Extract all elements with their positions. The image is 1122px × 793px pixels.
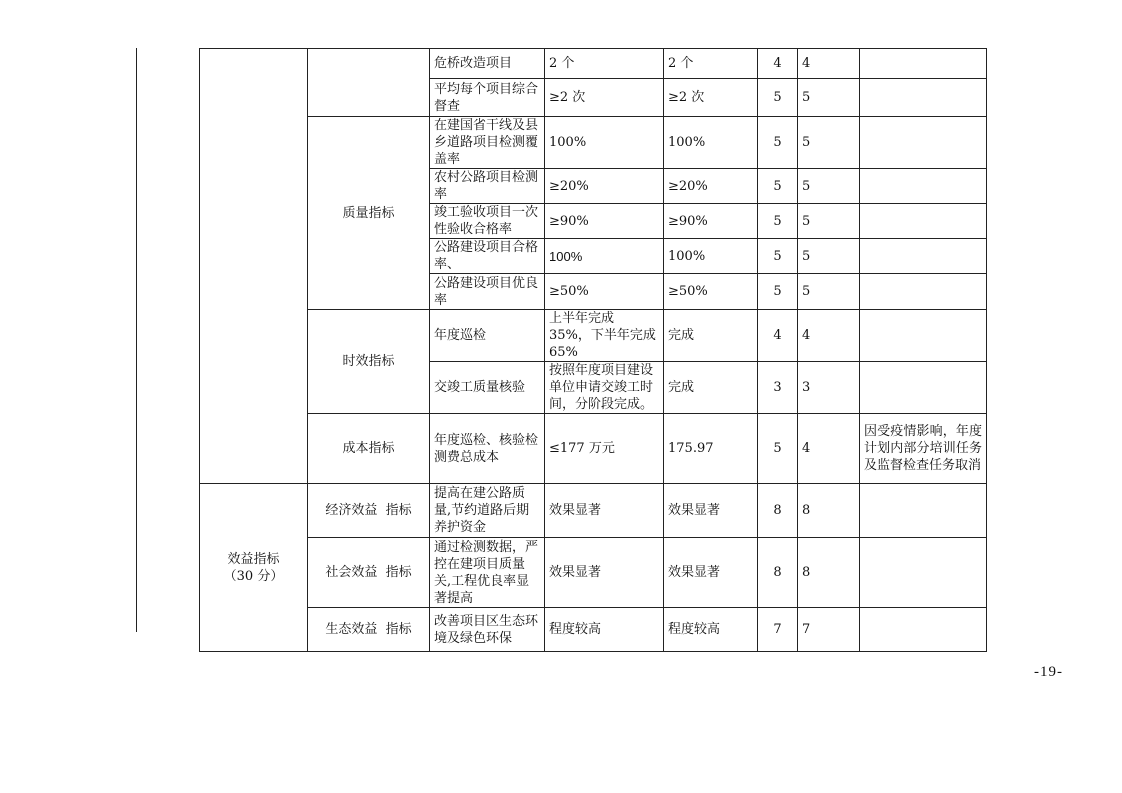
actual-value: ≥90% — [664, 204, 758, 239]
target-value: ≥90% — [545, 204, 664, 239]
social-benefit-label: 社会效益 指标 — [308, 538, 430, 608]
remark-cell — [860, 310, 987, 362]
timeliness-indicator-label: 时效指标 — [308, 310, 430, 414]
weight-value: 4 — [758, 49, 798, 79]
benefit-indicator-cell — [200, 484, 308, 652]
score-value: 5 — [798, 204, 860, 239]
page-number: -19- — [1034, 664, 1063, 680]
weight-value: 5 — [758, 274, 798, 310]
table-row — [200, 538, 987, 608]
second-level-indicator-cell — [308, 49, 430, 117]
weight-value: 8 — [758, 538, 798, 608]
remark-cell — [860, 538, 987, 608]
page-left-rule — [136, 48, 137, 632]
indicator-name: 公路建设项目优良率 — [430, 274, 545, 310]
remark-cell — [860, 204, 987, 239]
target-value: 2 个 — [545, 49, 664, 79]
weight-value: 5 — [758, 79, 798, 117]
benefit-indicator-label: 效益指标 — [227, 551, 280, 567]
remark-cell: 因受疫情影响，年度计划内部分培训任务及监督检查任务取消 — [860, 414, 987, 484]
remark-cell — [860, 484, 987, 538]
actual-value: 175.97 — [664, 414, 758, 484]
indicator-name: 交竣工质量核验 — [430, 362, 545, 414]
target-value: 100% — [545, 117, 664, 169]
remark-cell — [860, 79, 987, 117]
indicator-name: 危桥改造项目 — [430, 49, 545, 79]
weight-value: 4 — [758, 310, 798, 362]
score-value: 5 — [798, 169, 860, 204]
actual-value: 100% — [664, 117, 758, 169]
score-value: 7 — [798, 608, 860, 652]
table-row — [200, 117, 987, 169]
weight-value: 5 — [758, 117, 798, 169]
remark-cell — [860, 362, 987, 414]
remark-cell — [860, 117, 987, 169]
remark-cell — [860, 274, 987, 310]
indicator-name: 竣工验收项目一次性验收合格率 — [430, 204, 545, 239]
ecological-benefit-label: 生态效益 指标 — [308, 608, 430, 652]
actual-value: 完成 — [664, 310, 758, 362]
target-value: ≥50% — [545, 274, 664, 310]
indicator-name: 通过检测数据，严控在建项目质量关,工程优良率显著提高 — [430, 538, 545, 608]
benefit-indicator-points: （30 分） — [223, 568, 284, 584]
indicator-name: 公路建设项目合格率、 — [430, 239, 545, 274]
remark-cell — [860, 608, 987, 652]
actual-value: ≥2 次 — [664, 79, 758, 117]
weight-value: 8 — [758, 484, 798, 538]
table-row — [200, 484, 987, 538]
remark-cell — [860, 239, 987, 274]
table-row — [200, 310, 987, 362]
actual-value: 完成 — [664, 362, 758, 414]
target-value: 程度较高 — [545, 608, 664, 652]
score-value: 5 — [798, 79, 860, 117]
score-value: 5 — [798, 239, 860, 274]
score-value: 4 — [798, 310, 860, 362]
weight-value: 3 — [758, 362, 798, 414]
target-value: ≥20% — [545, 169, 664, 204]
score-value: 5 — [798, 274, 860, 310]
score-value: 8 — [798, 538, 860, 608]
remark-cell — [860, 49, 987, 79]
score-value: 4 — [798, 414, 860, 484]
actual-value: 程度较高 — [664, 608, 758, 652]
first-level-indicator-cell — [200, 49, 308, 484]
quality-indicator-label: 质量指标 — [308, 117, 430, 310]
target-value: ≤177 万元 — [545, 414, 664, 484]
actual-value: 效果显著 — [664, 484, 758, 538]
score-value: 8 — [798, 484, 860, 538]
performance-indicator-table — [199, 48, 987, 652]
weight-value: 5 — [758, 204, 798, 239]
weight-value: 5 — [758, 169, 798, 204]
indicator-name: 平均每个项目综合督查 — [430, 79, 545, 117]
actual-value: 效果显著 — [664, 538, 758, 608]
cost-indicator-label: 成本指标 — [308, 414, 430, 484]
table-row — [200, 414, 987, 484]
actual-value: 100% — [664, 239, 758, 274]
target-value: 100% — [545, 239, 664, 274]
weight-value: 7 — [758, 608, 798, 652]
indicator-name: 农村公路项目检测率 — [430, 169, 545, 204]
indicator-name: 年度巡检 — [430, 310, 545, 362]
score-value: 5 — [798, 117, 860, 169]
score-value: 4 — [798, 49, 860, 79]
actual-value: 2 个 — [664, 49, 758, 79]
indicator-name: 在建国省干线及县乡道路项目检测覆盖率 — [430, 117, 545, 169]
target-value: 上半年完成 35%，下半年完成 65% — [545, 310, 664, 362]
economic-benefit-label: 经济效益 指标 — [308, 484, 430, 538]
score-value: 3 — [798, 362, 860, 414]
indicator-name: 提高在建公路质量,节约道路后期养护资金 — [430, 484, 545, 538]
target-value: ≥2 次 — [545, 79, 664, 117]
remark-cell — [860, 169, 987, 204]
actual-value: ≥50% — [664, 274, 758, 310]
indicator-name: 年度巡检、核验检测费总成本 — [430, 414, 545, 484]
actual-value: ≥20% — [664, 169, 758, 204]
table-row — [200, 49, 987, 79]
target-value: 效果显著 — [545, 484, 664, 538]
table-row — [200, 608, 987, 652]
indicator-name: 改善项目区生态环境及绿色环保 — [430, 608, 545, 652]
target-value: 按照年度项目建设单位申请交竣工时间，分阶段完成。 — [545, 362, 664, 414]
weight-value: 5 — [758, 239, 798, 274]
target-value: 效果显著 — [545, 538, 664, 608]
weight-value: 5 — [758, 414, 798, 484]
